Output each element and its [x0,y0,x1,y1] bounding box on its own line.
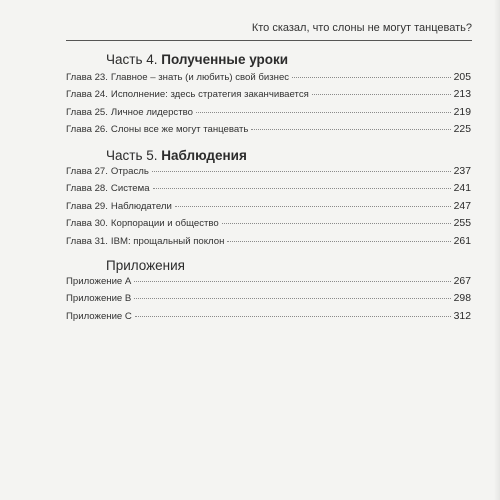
chapter-number: Глава 26. [66,124,108,136]
header-rule [66,40,472,41]
part-5-name: Наблюдения [161,148,247,163]
part-4-name: Полученные уроки [161,52,289,67]
dot-leader [222,223,451,224]
running-head: Кто сказал, что слоны не могут танцевать? [251,22,472,34]
toc-entry-ch26[interactable] [66,124,471,141]
dot-leader [251,129,450,130]
toc-entry-appendix-b[interactable] [66,293,471,310]
page-number: 213 [453,89,471,101]
appendix-title: Приложение С [66,310,132,322]
chapter-title: Исполнение: здесь стратегия заканчивается [110,89,309,101]
dot-leader [312,94,451,95]
toc-entry-appendix-a[interactable] [66,276,471,293]
page-number: 219 [453,106,471,118]
chapter-number: Глава 28. [66,183,108,195]
chapter-number: Глава 31. [66,235,108,247]
appendix-title: Приложение А [66,276,132,287]
appendix-title: Приложение В [66,293,132,305]
chapter-number: Глава 23. [66,72,108,83]
toc-entry-ch30[interactable] [66,218,471,235]
chapter-number: Глава 25. [66,106,108,118]
dot-leader [175,206,451,207]
dot-leader [134,281,450,282]
chapter-title: Корпорации и общество [110,218,219,230]
dot-leader [153,188,451,189]
chapter-title: Наблюдатели [110,200,172,212]
part-4-entries [66,72,471,142]
chapter-title: Отрасль [110,166,149,177]
toc-entry-ch31[interactable] [66,236,471,253]
page-number: 298 [453,293,471,305]
toc-entry-ch23[interactable] [66,72,471,89]
chapter-number: Глава 30. [66,218,108,230]
chapter-title: Система [110,183,150,195]
part-5-label: Часть 5. [106,148,158,163]
toc-entry-ch25[interactable] [66,107,471,124]
chapter-title: IBM: прощальный поклон [110,235,225,247]
toc-entry-ch27[interactable] [66,166,471,183]
toc-entry-ch29[interactable] [66,201,471,218]
dot-leader [152,171,451,172]
dot-leader [292,77,451,78]
chapter-number: Глава 24. [66,89,108,101]
page-number: 261 [453,235,471,247]
part-4-label: Часть 4. [106,52,158,67]
part-5-entries [66,166,471,253]
appendix-entries [66,276,471,328]
page-number: 255 [453,218,471,230]
page-number: 267 [453,276,471,287]
page-number: 247 [453,200,471,212]
dot-leader [135,316,451,317]
page-number: 312 [453,310,471,322]
appendices-heading: Приложения [106,258,185,273]
toc-entry-ch28[interactable] [66,183,471,200]
part-4-heading [106,52,288,67]
chapter-title: Слоны все же могут танцевать [110,124,249,136]
chapter-number: Глава 29. [66,200,108,212]
page-number: 241 [453,183,471,195]
chapter-title: Главное – знать (и любить) свой бизнес [110,72,290,83]
chapter-title: Личное лидерство [110,106,193,118]
dot-leader [196,112,451,113]
page-number: 237 [453,166,471,177]
dot-leader [134,298,450,299]
toc-entry-appendix-c[interactable] [66,311,471,328]
part-5-heading [106,148,247,163]
chapter-number: Глава 27. [66,166,108,177]
toc-entry-ch24[interactable] [66,89,471,106]
page-number: 225 [453,124,471,136]
page-edge-shadow [494,0,500,500]
page-number: 205 [453,72,471,83]
dot-leader [227,241,450,242]
